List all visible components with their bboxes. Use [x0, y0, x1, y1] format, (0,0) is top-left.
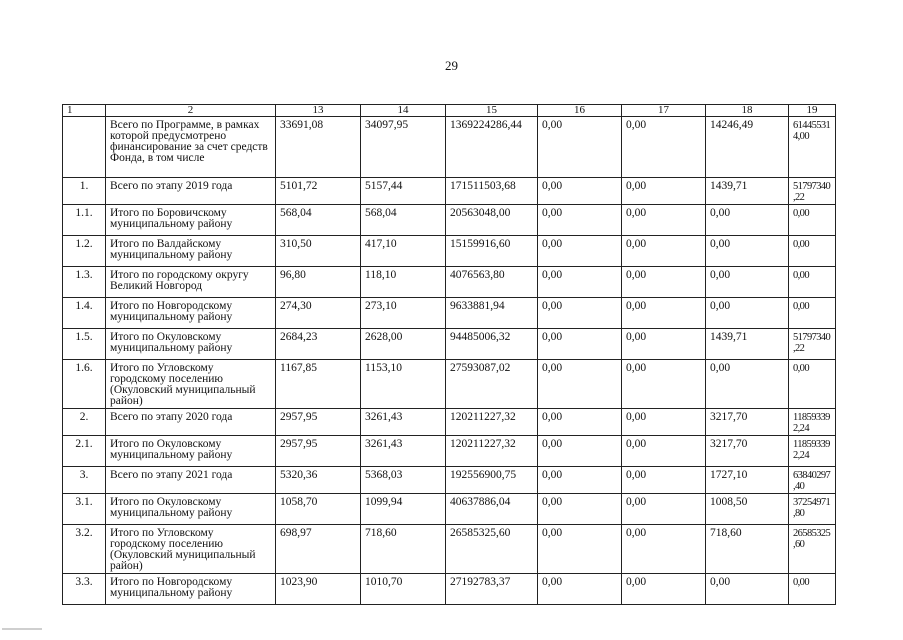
value-col-14: 417,10 [361, 236, 446, 267]
value-col-18: 0,00 [706, 205, 789, 236]
value-col-16: 0,00 [538, 494, 622, 525]
row-name: Итого по Новгородскому муниципальному району [106, 298, 276, 329]
value-col-17: 0,00 [622, 525, 706, 574]
value-col-18: 1439,71 [706, 329, 789, 360]
value-col-15: 15159916,60 [446, 236, 538, 267]
row-index: 3.3. [63, 574, 106, 605]
row-index: 1.2. [63, 236, 106, 267]
value-col-19: 0,00 [789, 236, 836, 267]
value-col-13: 33691,08 [276, 117, 361, 178]
header-cell-col-18: 18 [706, 105, 789, 117]
header-cell-col-14: 14 [361, 105, 446, 117]
value-col-14: 2628,00 [361, 329, 446, 360]
value-col-16: 0,00 [538, 436, 622, 467]
table-row [63, 467, 836, 494]
row-name: Итого по Угловскому городскому поселению (Окуловский муниципальный район) [106, 525, 276, 574]
value-col-15: 120211227,32 [446, 409, 538, 436]
row-name: Итого по Окуловскому муниципальному району [106, 329, 276, 360]
row-name: Всего по этапу 2020 года [106, 409, 276, 436]
value-col-15: 9633881,94 [446, 298, 538, 329]
value-col-17: 0,00 [622, 236, 706, 267]
value-col-19: 0,00 [789, 574, 836, 605]
table-row [63, 360, 836, 409]
value-col-13: 2957,95 [276, 409, 361, 436]
value-col-17: 0,00 [622, 117, 706, 178]
value-col-13: 698,97 [276, 525, 361, 574]
header-cell-col-16: 16 [538, 105, 622, 117]
value-col-14: 118,10 [361, 267, 446, 298]
value-col-14: 568,04 [361, 205, 446, 236]
row-index: 1.5. [63, 329, 106, 360]
value-col-13: 5101,72 [276, 178, 361, 205]
value-col-17: 0,00 [622, 409, 706, 436]
value-col-17: 0,00 [622, 574, 706, 605]
value-col-17: 0,00 [622, 267, 706, 298]
value-col-15: 26585325,60 [446, 525, 538, 574]
value-col-16: 0,00 [538, 409, 622, 436]
value-col-14: 1153,10 [361, 360, 446, 409]
header-cell-col-17: 17 [622, 105, 706, 117]
value-col-19: 26585325,60 [789, 525, 836, 574]
value-col-18: 1008,50 [706, 494, 789, 525]
row-index: 1.1. [63, 205, 106, 236]
row-name: Итого по Валдайскому муниципальному району [106, 236, 276, 267]
value-col-14: 718,60 [361, 525, 446, 574]
value-col-15: 20563048,00 [446, 205, 538, 236]
value-col-18: 0,00 [706, 298, 789, 329]
value-col-16: 0,00 [538, 298, 622, 329]
table-row [63, 436, 836, 467]
value-col-18: 718,60 [706, 525, 789, 574]
row-name: Итого по Окуловскому муниципальному району [106, 494, 276, 525]
value-col-14: 5368,03 [361, 467, 446, 494]
value-col-18: 3217,70 [706, 409, 789, 436]
value-col-19: 118593392,24 [789, 409, 836, 436]
budget-table [62, 104, 836, 605]
value-col-19: 37254971,80 [789, 494, 836, 525]
row-index: 2.1. [63, 436, 106, 467]
value-col-13: 310,50 [276, 236, 361, 267]
value-col-19: 0,00 [789, 267, 836, 298]
table-row [63, 236, 836, 267]
value-col-17: 0,00 [622, 360, 706, 409]
value-col-17: 0,00 [622, 329, 706, 360]
row-name: Всего по этапу 2019 года [106, 178, 276, 205]
value-col-15: 171511503,68 [446, 178, 538, 205]
value-col-18: 0,00 [706, 574, 789, 605]
table-row [63, 298, 836, 329]
row-index [63, 117, 106, 178]
value-col-19: 0,00 [789, 205, 836, 236]
value-col-13: 568,04 [276, 205, 361, 236]
page-number: 29 [445, 58, 458, 73]
value-col-14: 1010,70 [361, 574, 446, 605]
value-col-15: 1369224286,44 [446, 117, 538, 178]
value-col-19: 51797340,22 [789, 178, 836, 205]
value-col-16: 0,00 [538, 360, 622, 409]
row-name: Итого по Новгородскому муниципальному району [106, 574, 276, 605]
value-col-15: 27593087,02 [446, 360, 538, 409]
table-row [63, 117, 836, 178]
table-row [63, 494, 836, 525]
value-col-14: 3261,43 [361, 436, 446, 467]
table-row [63, 205, 836, 236]
table-row [63, 329, 836, 360]
header-cell-col-15: 15 [446, 105, 538, 117]
value-col-18: 14246,49 [706, 117, 789, 178]
value-col-18: 1439,71 [706, 178, 789, 205]
value-col-17: 0,00 [622, 467, 706, 494]
value-col-16: 0,00 [538, 525, 622, 574]
value-col-13: 5320,36 [276, 467, 361, 494]
value-col-15: 94485006,32 [446, 329, 538, 360]
row-name: Итого по Окуловскому муниципальному району [106, 436, 276, 467]
row-name: Итого по Угловскому городскому поселению (Окуловский муниципальный район) [106, 360, 276, 409]
value-col-17: 0,00 [622, 436, 706, 467]
value-col-13: 1023,90 [276, 574, 361, 605]
row-index: 1. [63, 178, 106, 205]
value-col-19: 0,00 [789, 360, 836, 409]
value-col-17: 0,00 [622, 205, 706, 236]
row-name: Итого по городскому округу Великий Новгород [106, 267, 276, 298]
value-col-15: 192556900,75 [446, 467, 538, 494]
row-index: 3.2. [63, 525, 106, 574]
scan-edge-mark [2, 628, 42, 630]
value-col-14: 273,10 [361, 298, 446, 329]
value-col-16: 0,00 [538, 205, 622, 236]
value-col-14: 5157,44 [361, 178, 446, 205]
row-index: 1.3. [63, 267, 106, 298]
table-row [63, 267, 836, 298]
value-col-16: 0,00 [538, 329, 622, 360]
value-col-19: 118593392,24 [789, 436, 836, 467]
value-col-16: 0,00 [538, 236, 622, 267]
value-col-15: 40637886,04 [446, 494, 538, 525]
value-col-15: 27192783,37 [446, 574, 538, 605]
value-col-19: 63840297,40 [789, 467, 836, 494]
header-cell-col-19: 19 [789, 105, 836, 117]
header-cell-col-2: 2 [106, 105, 276, 117]
value-col-17: 0,00 [622, 178, 706, 205]
row-index: 3. [63, 467, 106, 494]
value-col-14: 34097,95 [361, 117, 446, 178]
row-index: 3.1. [63, 494, 106, 525]
value-col-19: 51797340,22 [789, 329, 836, 360]
value-col-15: 4076563,80 [446, 267, 538, 298]
row-name: Итого по Боровичскому муниципальному району [106, 205, 276, 236]
table-row [63, 178, 836, 205]
value-col-16: 0,00 [538, 574, 622, 605]
value-col-18: 3217,70 [706, 436, 789, 467]
row-name: Всего по этапу 2021 года [106, 467, 276, 494]
row-index: 2. [63, 409, 106, 436]
value-col-13: 274,30 [276, 298, 361, 329]
value-col-13: 2684,23 [276, 329, 361, 360]
row-index: 1.6. [63, 360, 106, 409]
value-col-18: 0,00 [706, 267, 789, 298]
value-col-17: 0,00 [622, 494, 706, 525]
table-row [63, 409, 836, 436]
header-cell-col-1: 1 [63, 105, 106, 117]
value-col-13: 1167,85 [276, 360, 361, 409]
value-col-13: 2957,95 [276, 436, 361, 467]
value-col-18: 0,00 [706, 236, 789, 267]
value-col-19: 614455314,00 [789, 117, 836, 178]
value-col-14: 3261,43 [361, 409, 446, 436]
table-row [63, 525, 836, 574]
header-cell-col-13: 13 [276, 105, 361, 117]
table-row [63, 574, 836, 605]
value-col-16: 0,00 [538, 117, 622, 178]
value-col-13: 96,80 [276, 267, 361, 298]
row-index: 1.4. [63, 298, 106, 329]
row-name: Всего по Программе, в рамках которой предусмотрено финансирование за счет средств Фонда, в том числе [106, 117, 276, 178]
value-col-17: 0,00 [622, 298, 706, 329]
value-col-19: 0,00 [789, 298, 836, 329]
header-row [63, 105, 836, 117]
value-col-18: 0,00 [706, 360, 789, 409]
value-col-16: 0,00 [538, 467, 622, 494]
value-col-16: 0,00 [538, 178, 622, 205]
value-col-15: 120211227,32 [446, 436, 538, 467]
value-col-14: 1099,94 [361, 494, 446, 525]
value-col-16: 0,00 [538, 267, 622, 298]
value-col-13: 1058,70 [276, 494, 361, 525]
value-col-18: 1727,10 [706, 467, 789, 494]
